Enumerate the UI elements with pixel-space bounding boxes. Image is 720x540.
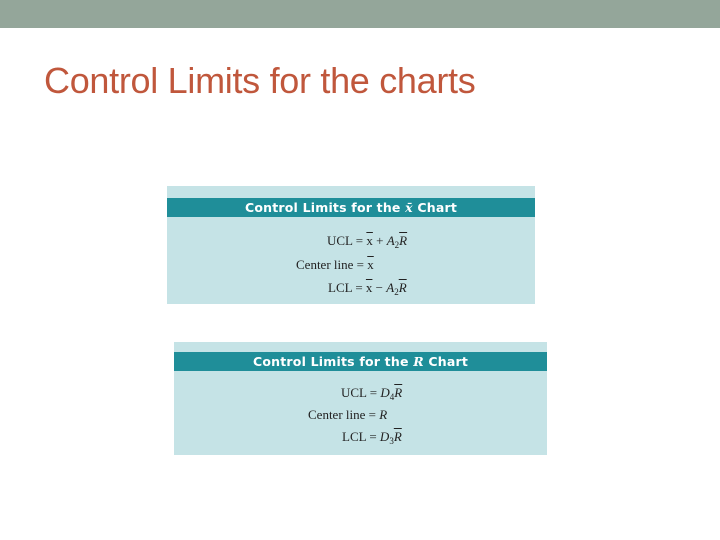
- xbar-table-header: Control Limits for the x̄ Chart: [167, 198, 535, 217]
- xbar-symbol: $\overline{x}$: [366, 233, 373, 248]
- r-ucl-formula: UCL = $D_4\overline{R}$: [341, 385, 403, 402]
- xbar-lcl-formula: LCL = $\overline{x} - A_2\overline{R}$: [328, 280, 407, 297]
- xbar-control-limits-table: [167, 186, 535, 304]
- xbar-symbol: x̄: [405, 200, 413, 215]
- xbar-symbol: $\overline{x}$: [365, 280, 373, 295]
- xbar-ucl-formula: UCL = $\overline{x} + A_2\overline{R}$: [327, 233, 408, 250]
- slide-title: Control Limits for the charts: [44, 60, 476, 101]
- xbar-center-line-formula: Center line = $\overline{x}$: [296, 257, 374, 272]
- top-accent-bar: [0, 0, 720, 28]
- r-symbol: R: [413, 354, 424, 369]
- rbar-symbol: $\overline{R}$: [399, 233, 408, 248]
- rbar-symbol: $\overline{R}$: [394, 385, 403, 400]
- r-lcl-formula: LCL = $D_3\overline{R}$: [342, 429, 402, 446]
- rbar-symbol: $\overline{R}$: [393, 429, 402, 444]
- r-control-limits-table: [174, 342, 547, 455]
- r-center-line-formula: Center line = R: [308, 407, 388, 422]
- xbar-symbol: $\overline{x}$: [367, 257, 374, 272]
- rbar-symbol: $\overline{R}$: [398, 280, 407, 295]
- r-table-header: Control Limits for the R Chart: [174, 352, 547, 371]
